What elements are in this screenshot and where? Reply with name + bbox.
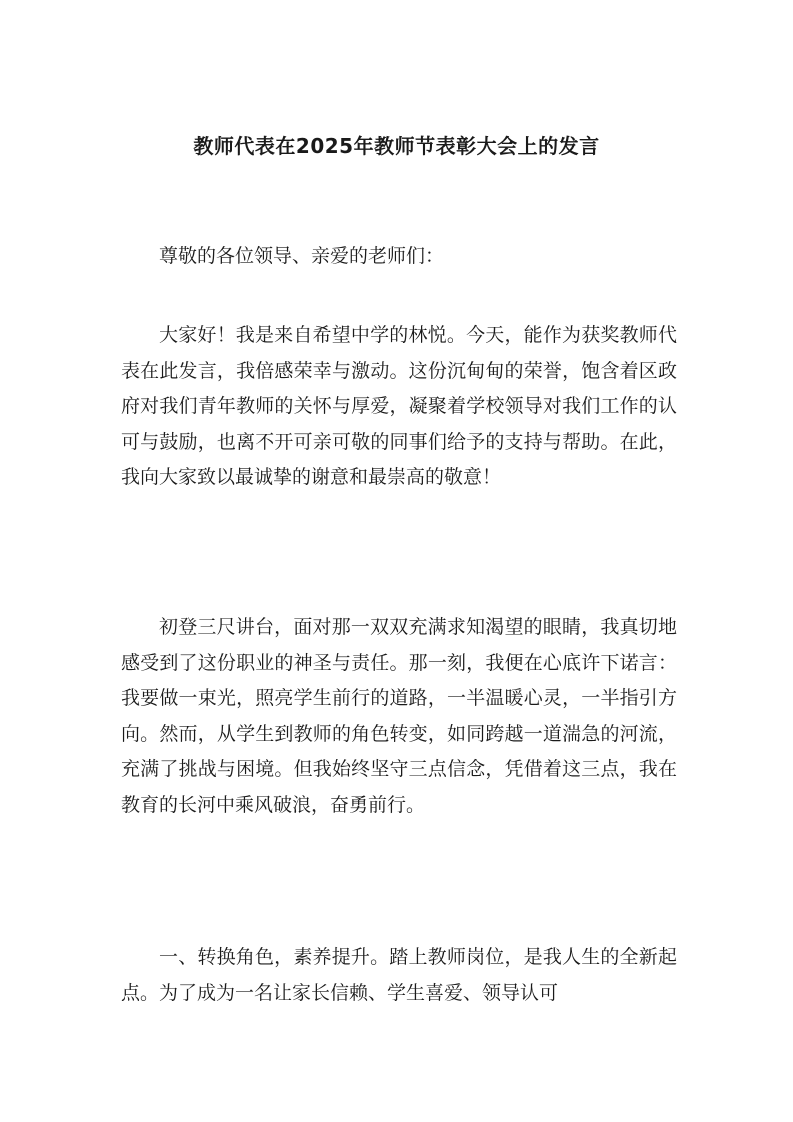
paragraph-2: 初登三尺讲台，面对那一双双充满求知渴望的眼睛，我真切地感受到了这份职业的神圣与责任。那一刻，我便在心底许下诺言：我要做一束光，照亮学生前行的道路，一半温暖心灵，一半指引方向。然而，从学生到教师的角色转变，如同跨越一道湍急的河流，充满了挑战与困境。但我始终坚守三点信念，凭借着这三点，我在教育的长河中乘风破浪，奋勇前行。 xyxy=(121,616,677,816)
salutation: 尊敬的各位领导、亲爱的老师们： xyxy=(159,245,445,267)
paragraph-1: 大家好！我是来自希望中学的林悦。今天，能作为获奖教师代表在此发言，我倍感荣幸与激动。这份沉甸甸的荣誉，饱含着区政府对我们青年教师的关怀与厚爱，凝聚着学校领导对我们工作的认可与鼓励，也离不开可亲可敬的同事们给予的支持与帮助。在此，我向大家致以最诚挚的谢意和最崇高的敬意！ xyxy=(121,324,677,488)
paragraph-3: 一、转换角色，素养提升。踏上教师岗位，是我人生的全新起点。为了成为一名让家长信赖、学生喜爱、领导认可 xyxy=(121,946,677,1004)
document-title: 教师代表在2025年教师节表彰大会上的发言 xyxy=(193,134,600,158)
